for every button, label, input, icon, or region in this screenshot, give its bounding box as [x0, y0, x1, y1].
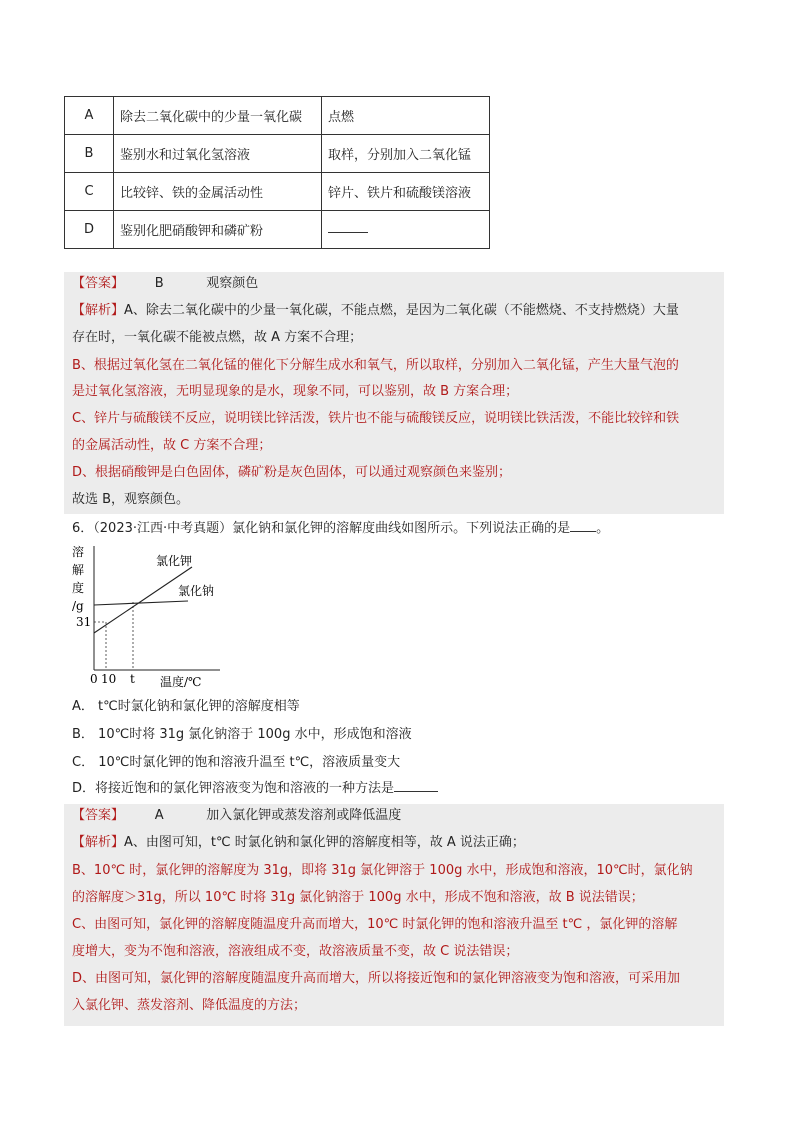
q5-analysis-line: 故选 B，观察颜色。 — [72, 492, 190, 507]
q6-option-b: B． 10℃时将 31g 氯化钠溶于 100g 水中，形成饱和溶液 — [72, 727, 412, 742]
q6-answer — [72, 804, 724, 828]
q5-analysis-line: B、根据过氧化氢在二氧化锰的催化下分解生成水和氧气，所以取样，分别加入二氧化锰，产生大量气泡的 — [72, 358, 679, 373]
row-purpose: 除去二氧化碳中的少量一氧化碳 — [114, 97, 322, 135]
q6-analysis-line: D、由图可知，氯化钾的溶解度随温度升高而增大，所以将接近饱和的氯化钾溶液变为饱和溶液，可采用加 — [72, 971, 681, 986]
row-purpose: 鉴别化肥硝酸钾和磷矿粉 — [114, 211, 322, 249]
row-label: A — [65, 97, 114, 135]
analysis-tag: 【解析】 — [72, 303, 125, 318]
y-label-char: 溶 — [72, 545, 85, 559]
q5-analysis-line: 是过氧化氢溶液，无明显现象的是水，现象不同，可以鉴别，故 B 方案合理； — [72, 384, 519, 399]
q6-option-c: C． 10℃时氯化钾的饱和溶液升温至 t℃，溶液质量变大 — [72, 755, 401, 770]
q6-analysis-line: 的溶解度＞31g，所以 10℃ 时将 31g 氯化钠溶于 100g 水中，形成不饱和溶液，故 B 说法错误； — [72, 890, 644, 905]
q6-option-a: A． t℃时氯化钠和氯化钾的溶解度相等 — [72, 699, 300, 714]
answer-blank — [570, 521, 596, 532]
series-nacl-label: 氯化钠 — [178, 584, 215, 598]
q6-analysis-line: 度增大，变为不饱和溶液，溶液组成不变，故溶液质量不变，故 C 说法错误； — [72, 944, 519, 959]
q6-analysis-line: 入氯化钾、蒸发溶剂、降低温度的方法； — [72, 998, 307, 1013]
row-method: 锌片、铁片和硫酸镁溶液 — [322, 173, 490, 211]
q5-analysis-line: C、锌片与硫酸镁不反应，说明镁比锌活泼，铁片也不能与硫酸镁反应，说明镁比铁活泼，不能比较锌和铁 — [72, 411, 680, 426]
q5-analysis-line — [72, 299, 724, 323]
q6-analysis-line — [72, 831, 724, 855]
x-tick-label: 10 — [101, 672, 117, 686]
solubility-chart — [70, 544, 240, 690]
row-purpose: 鉴别水和过氧化氢溶液 — [114, 135, 322, 173]
row-label: D — [65, 211, 114, 249]
q6-analysis-line: B、10℃ 时，氯化钾的溶解度为 31g，即将 31g 氯化钾溶于 100g 水中，形成饱和溶液，10℃时，氯化钠 — [72, 863, 693, 878]
table-row — [65, 97, 490, 135]
row-method: 点燃 — [322, 97, 490, 135]
q6-option-d-text: D．将接近饱和的氯化钾溶液变为饱和溶液的一种方法是 — [72, 781, 395, 796]
q5-answer — [72, 272, 724, 296]
series-kcl-label: 氯化钾 — [156, 554, 193, 568]
q6-stem-text: 6．（2023·江西·中考真题）氯化钠和氯化钾的溶解度曲线如图所示。下列说法正确的是 — [72, 521, 571, 536]
answer-fill: 观察颜色 — [206, 276, 259, 291]
x-tick-label: t — [130, 672, 135, 686]
q6-stem-end: 。 — [596, 521, 610, 536]
analysis-tag: 【解析】 — [72, 835, 125, 850]
answer-blank — [328, 222, 368, 233]
answer-choice: B — [154, 276, 164, 291]
table-row — [65, 173, 490, 211]
answer-tag: 【答案】 — [72, 276, 125, 291]
answer-blank — [394, 781, 438, 792]
table-row — [65, 135, 490, 173]
y-tick-label: 31 — [76, 615, 92, 629]
analysis-text: A、由图可知，t℃ 时氯化钠和氯化钾的溶解度相等，故 A 说法正确； — [124, 835, 525, 850]
q6-option-d — [72, 778, 438, 800]
options-table — [64, 96, 490, 249]
y-label-char: 度 — [72, 581, 85, 595]
answer-choice: A — [154, 808, 164, 823]
answer-fill: 加入氯化钾或蒸发溶剂或降低温度 — [206, 808, 402, 823]
row-purpose: 比较锌、铁的金属活动性 — [114, 173, 322, 211]
y-label-char: 解 — [72, 563, 85, 577]
y-label-char: /g — [72, 599, 84, 613]
q6-stem — [72, 518, 609, 540]
analysis-text: A、除去二氧化碳中的少量一氧化碳，不能点燃，是因为二氧化碳（不能燃烧、不支持燃烧）大量 — [124, 303, 679, 318]
series-kcl-line — [94, 567, 192, 633]
row-label: C — [65, 173, 114, 211]
row-label: B — [65, 135, 114, 173]
q5-analysis-line: 的金属活动性，故 C 方案不合理； — [72, 438, 272, 453]
q5-analysis-line: D、根据硝酸钾是白色固体，磷矿粉是灰色固体，可以通过观察颜色来鉴别； — [72, 465, 512, 480]
answer-tag: 【答案】 — [72, 808, 125, 823]
row-method-blank — [322, 211, 490, 249]
q6-analysis-line: C、由图可知，氯化钾的溶解度随温度升高而增大，10℃ 时氯化钾的饱和溶液升温至 t℃ ，氯化钾的溶解 — [72, 917, 678, 932]
table-row — [65, 211, 490, 249]
row-method: 取样，分别加入二氧化锰 — [322, 135, 490, 173]
q5-analysis-line: 存在时，一氧化碳不能被点燃，故 A 方案不合理； — [72, 330, 363, 345]
x-axis-label: 温度/℃ — [160, 675, 202, 689]
x-tick-label: 0 — [90, 672, 98, 686]
